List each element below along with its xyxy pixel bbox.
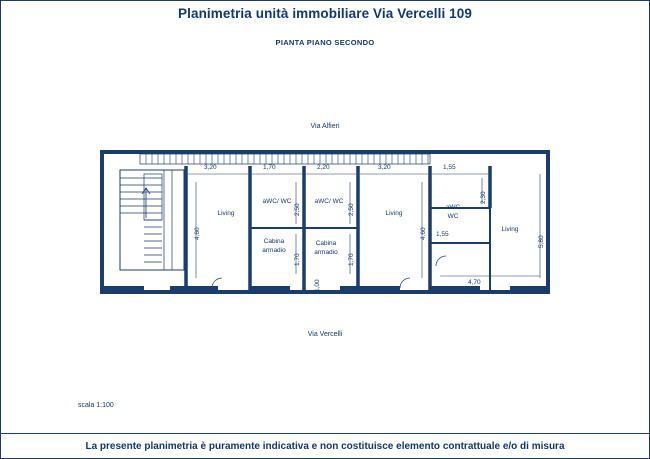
footer-disclaimer: La presente planimetria è puramente indicativa e non costituisce elemento contrattuale e/o di misura (0, 433, 650, 459)
dim-closet1-vertical: 1,70 (294, 253, 301, 266)
room-label-closet-left-line2: armadio (262, 247, 286, 254)
dim-bath3-width: 1,55 (436, 231, 449, 238)
scale-label: scala 1:100 (78, 402, 114, 409)
room-label-bath-right-line1: aWC (445, 204, 461, 211)
dim-bath2-vertical: 2,50 (348, 203, 355, 216)
floor-plan (100, 148, 550, 298)
room-label-bath-right-line2: WC (447, 213, 459, 220)
page-title: Planimetria unità immobiliare Via Vercelli 109 (178, 6, 472, 21)
room-label-closet-left-line1: Cabina (263, 238, 285, 245)
plan-subtitle: PIANTA PIANO SECONDO (275, 38, 375, 47)
room-label-bath-left: aWC/ WC (262, 198, 292, 205)
dim-top-4: 3,20 (378, 164, 391, 171)
dim-top-1: 3,20 (204, 164, 217, 171)
dim-left-vertical: 4,60 (194, 227, 201, 240)
dim-top-5: 1,55 (443, 164, 456, 171)
room-label-living-right: Living (501, 226, 519, 233)
street-label-top: Via Alfieri (310, 123, 340, 130)
room-label-bath-mid: aWC/ WC (314, 198, 344, 205)
dim-bath1-vertical: 2,50 (294, 203, 301, 216)
dim-bottom-right: 4,70 (468, 279, 481, 286)
room-label-closet-mid-line1: Cabina (315, 240, 337, 247)
dim-living3-vertical: 5,80 (538, 235, 545, 248)
dim-closet2-vertical: 1,70 (348, 253, 355, 266)
room-label-living-mid: Living (385, 210, 403, 217)
dim-living2-vertical: 4,60 (420, 227, 427, 240)
room-label-living-left: Living (217, 210, 235, 217)
street-label-bottom: Via Vercelli (307, 331, 343, 338)
room-label-closet-mid-line2: armadio (314, 249, 338, 256)
dim-bath3-vertical: 2,30 (480, 191, 487, 204)
dim-top-2: 1,70 (263, 164, 276, 171)
dim-center-vertical: 1,00 (314, 279, 321, 292)
dim-top-3: 2,20 (317, 164, 330, 171)
